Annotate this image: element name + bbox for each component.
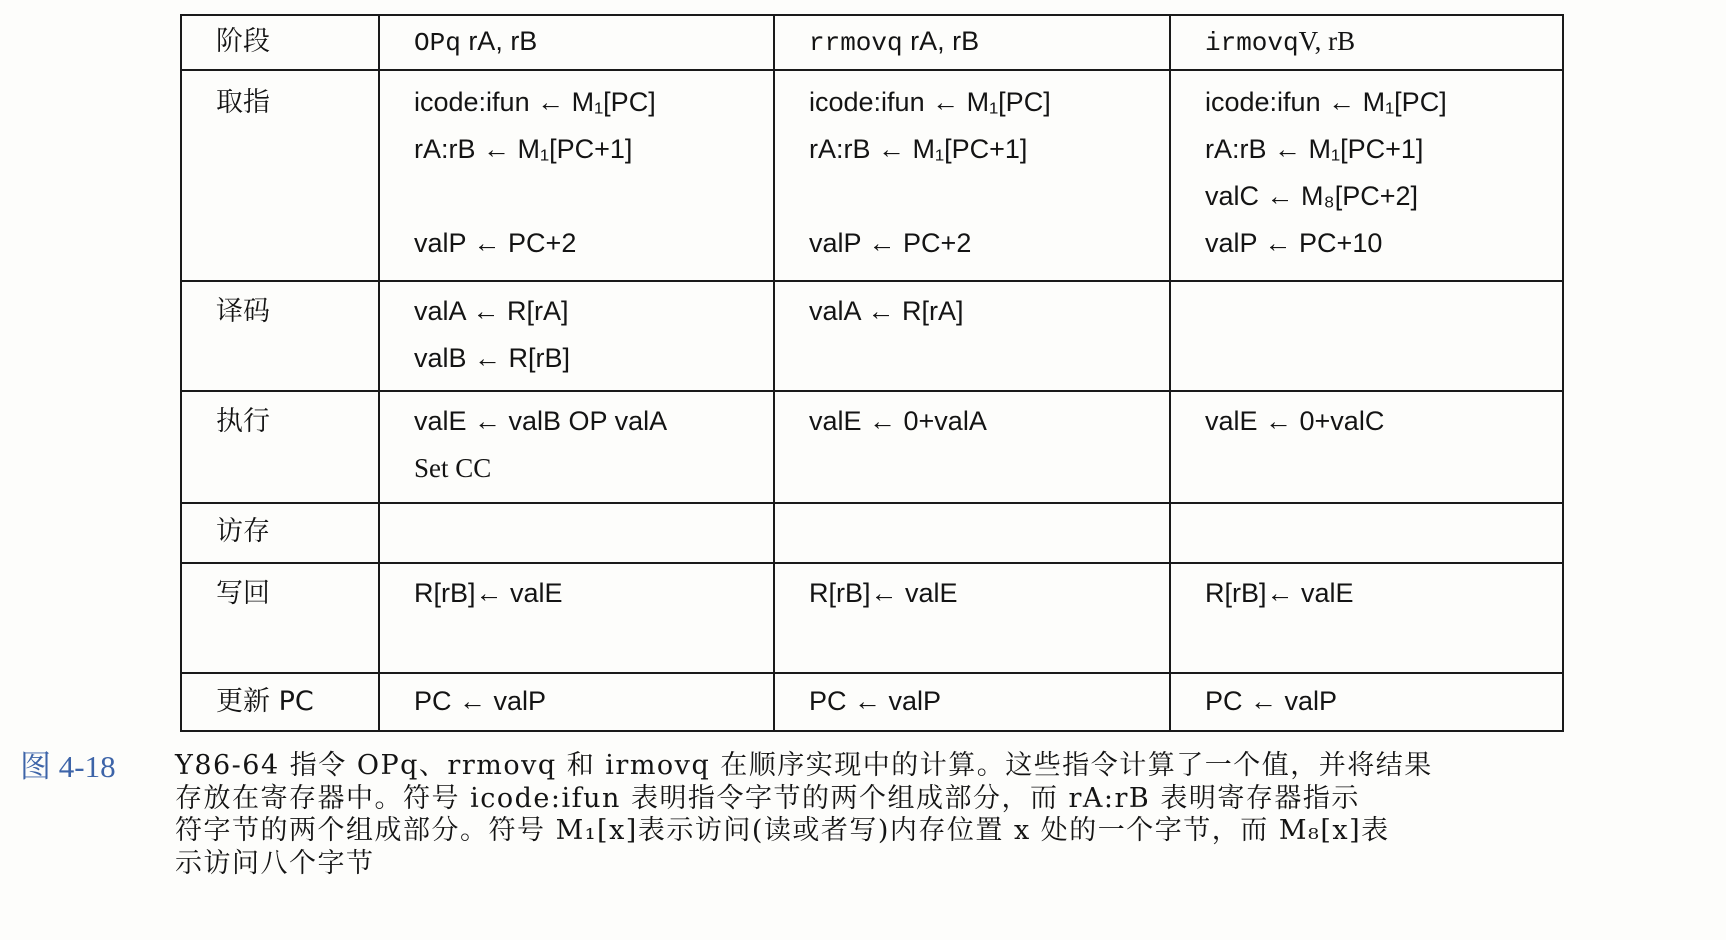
caption-line: Y86-64 指令 OPq、rrmovq 和 irmovq 在顺序实现中的计算。这些指令计算了一个值，并将结果 <box>175 750 1433 781</box>
table-header-row <box>181 15 1563 70</box>
cell-irmovq: icode:ifun ← M₁[PC] rA:rB ← M₁[PC+1] valC ← M₈[PC+2] valP ← PC+10 <box>1170 70 1563 281</box>
instruction-stage-table <box>180 14 1564 732</box>
header-irmovq: irmovqV, rB <box>1170 15 1563 70</box>
cell-rrmovq: valA ← R[rA] <box>774 281 1170 391</box>
caption-line: 示访问八个字节 <box>175 847 375 879</box>
figure-number: 图 4-18 <box>20 749 116 784</box>
cell-opq: PC ← valP <box>379 673 774 731</box>
cell-rrmovq: icode:ifun ← M₁[PC] rA:rB ← M₁[PC+1] valP ← PC+2 <box>774 70 1170 281</box>
table-row-execute <box>181 391 1563 503</box>
instr-mnemonic: rrmovq <box>809 28 903 58</box>
instr-mnemonic: OPq <box>414 28 461 58</box>
cell-opq: R[rB]← valE <box>379 563 774 673</box>
stage-label: 访存 <box>181 503 379 563</box>
stage-label: 译码 <box>181 281 379 391</box>
stage-label: 更新 PC <box>181 673 379 731</box>
cell-opq: valA ← R[rA] valB ← R[rB] <box>379 281 774 391</box>
cell-irmovq: valE ← 0+valC <box>1170 391 1563 503</box>
stage-label: 写回 <box>181 563 379 673</box>
cell-opq: icode:ifun ← M₁[PC] rA:rB ← M₁[PC+1] valP ← PC+2 <box>379 70 774 281</box>
cell-rrmovq: PC ← valP <box>774 673 1170 731</box>
header-rrmovq: rrmovq rA, rB <box>774 15 1170 70</box>
cell-opq: valE ← valB OP valA Set CC <box>379 391 774 503</box>
table-row-update-pc <box>181 673 1563 731</box>
instr-mnemonic: irmovq <box>1205 28 1299 58</box>
table-row-decode <box>181 281 1563 391</box>
table-row-memory <box>181 503 1563 563</box>
cell-irmovq <box>1170 281 1563 391</box>
cell-opq <box>379 503 774 563</box>
cell-rrmovq: R[rB]← valE <box>774 563 1170 673</box>
caption-text <box>175 750 1720 880</box>
cell-rrmovq: valE ← 0+valA <box>774 391 1170 503</box>
stage-label: 执行 <box>181 391 379 503</box>
cell-irmovq: R[rB]← valE <box>1170 563 1563 673</box>
cell-irmovq <box>1170 503 1563 563</box>
cell-irmovq: PC ← valP <box>1170 673 1563 731</box>
table-row-writeback <box>181 563 1563 673</box>
caption-line: 存放在寄存器中。符号 icode:ifun 表明指令字节的两个组成部分，而 rA:rB 表明寄存器指示 <box>175 782 1360 814</box>
stage-label: 取指 <box>181 70 379 281</box>
header-stage: 阶段 <box>181 15 379 70</box>
caption-line: 符字节的两个组成部分。符号 M₁[x]表示访问(读或者写)内存位置 x 处的一个字节，而 M₈[x]表 <box>175 815 1390 846</box>
header-opq: OPq rA, rB <box>379 15 774 70</box>
table-row-fetch <box>181 70 1563 281</box>
cell-rrmovq <box>774 503 1170 563</box>
